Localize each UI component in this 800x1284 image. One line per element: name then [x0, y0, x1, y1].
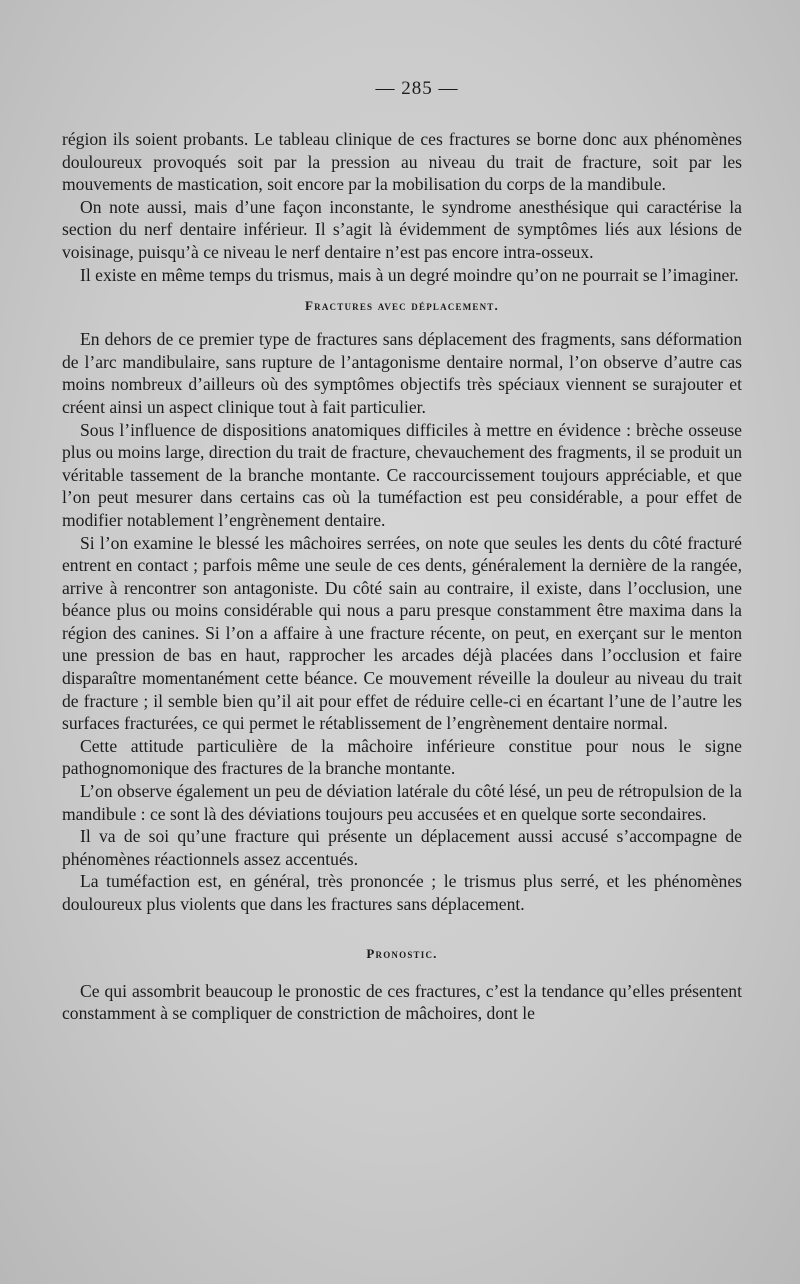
paragraph-7: Cette attitude particulière de la mâchoire inférieure constitue pour nous le signe pathognomonique des fractures de la branche montante.	[62, 735, 742, 779]
paragraph-3: Il existe en même temps du trismus, mais à un degré moindre qu’on ne pourrait se l’imaginer.	[80, 264, 739, 285]
section-heading-fractures: Fractures avec déplacement.	[305, 298, 499, 314]
paragraph-9: Il va de soi qu’une fracture qui présente un déplacement aussi accusé s’accompagne de phénomènes réactionnels assez accentués.	[62, 826, 742, 869]
paragraph-8: L’on observe également un peu de déviation latérale du côté lésé, un peu de rétropulsion de la mandibule : ce sont là des déviations toujours peu accusées et en quelque sorte secondaires.	[62, 781, 742, 824]
paragraph-2: On note aussi, mais d’une façon inconstante, le syndrome anesthésique qui caractérise la section du nerf dentaire inférieur. Il s’agit là évidemment de symptômes liés aux lésions de voisinage, puisqu’à ce niveau le nerf dentaire n’est pas encore intra-osseux.	[62, 196, 742, 262]
paragraph-5: Sous l’influence de dispositions anatomiques difficiles à mettre en évidence : brèche osseuse plus ou moins large, direction du trait de fracture, chevauchement des fragments, il se produit un véritable tassement de la branche montante. Ce raccourcissement toujours appréciable, et que l’on peut mesurer dans certains cas où la tuméfaction est peu considérable, a pour effet de modifier notablement l’engrènement dentaire.	[62, 419, 742, 530]
paragraph-6: Si l’on examine le blessé les mâchoires serrées, on note que seules les dents du côté fracturé entrent en contact ; parfois même une seule de ces dents, généralement la dernière de la rangée, arrive à rencontrer son antagoniste. Du côté sain au contraire, il existe, dans l’occlusion, une béance plus ou moins considérable qui nous a paru presque constamment être maxima dans la région des canines. Si l’on a affaire à une fracture récente, on peut, en exerçant sur le menton une pression de bas en haut, rapprocher les arcades déjà placées dans l’occlusion et faire disparaître momentanément cette béance. Ce mouvement réveille la douleur au niveau du trait de fracture ; il semble bien qu’il ait pour effet de réduire celle-ci en écartant l’une de l’autre les surfaces fracturées, ce qui permet le rétablissement de l’engrènement dentaire normal.	[62, 532, 742, 734]
section-heading-pronostic: Pronostic.	[366, 945, 438, 961]
paragraph-11: Ce qui assombrit beaucoup le pronostic de ces fractures, c’est la tendance qu’elles présentent constamment à se compliquer de constriction de mâchoires, dont le	[62, 980, 742, 1024]
paragraph-4: En dehors de ce premier type de fractures sans déplacement des fragments, sans déformation de l’arc mandibulaire, sans rupture de l’antagonisme dentaire normal, l’on observe d’autre cas moins nombreux d’ailleurs où des symptômes objectifs très spéciaux viennent se surajouter et créent ainsi un aspect clinique tout à fait particulier.	[62, 329, 742, 417]
paragraph-1: région ils soient probants. Le tableau clinique de ces fractures se borne donc aux phénomènes douloureux provoqués soit par la pression au niveau du trait de fracture, soit par les mouvements de mastication, soit encore par la mobilisation du corps de la mandibule.	[62, 129, 742, 195]
paragraph-10: La tuméfaction est, en général, très prononcée ; le trismus plus serré, et les phénomènes douloureux plus violents que dans les fractures sans déplacement.	[62, 871, 742, 914]
page-number: — 285 —	[375, 78, 459, 99]
